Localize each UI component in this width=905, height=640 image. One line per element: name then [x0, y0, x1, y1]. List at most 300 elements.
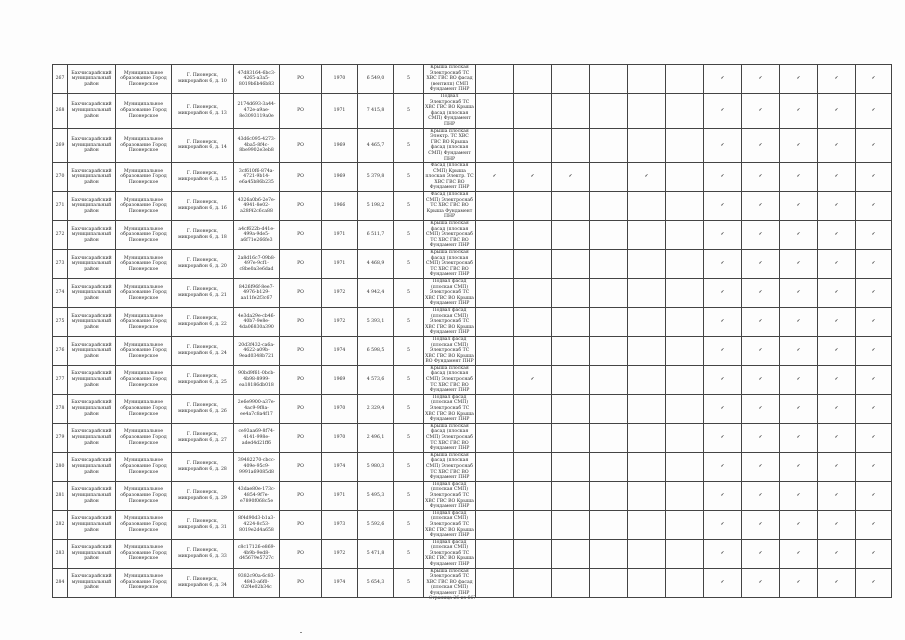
row-number: 280 — [53, 452, 68, 481]
checkmark-icon: ✓ — [818, 278, 856, 307]
checkmark-icon: ✓ — [704, 539, 742, 568]
checkmark-icon: ✓ — [704, 65, 742, 94]
row-number: 274 — [53, 278, 68, 307]
empty-cell — [552, 65, 590, 94]
checkmark-icon: ✓ — [780, 192, 818, 221]
district-cell: Бахчисарайский муниципальный район — [68, 221, 116, 250]
empty-cell — [552, 394, 590, 423]
empty-cell — [476, 65, 514, 94]
category-cell: 5 — [394, 93, 424, 128]
area-cell: 5 495,3 — [358, 481, 394, 510]
house-id-cell: 4e3da29e-cb46-40b7-9e8e-4da06830a390 — [234, 307, 280, 336]
table-row — [53, 278, 892, 307]
type-cell: РО — [280, 568, 322, 597]
area-cell: 6 598,5 — [358, 336, 394, 365]
checkmark-icon: ✓ — [818, 481, 856, 510]
municipality-cell: Муниципальное образование Город Пионерское — [116, 278, 172, 307]
category-cell: 5 — [394, 250, 424, 279]
empty-cell — [514, 539, 552, 568]
year-cell: 1971 — [322, 221, 358, 250]
empty-cell — [628, 221, 666, 250]
checkmark-icon: ✓ — [780, 568, 818, 597]
checkmark-icon: ✓ — [704, 452, 742, 481]
house-id-cell: 9382c90a-6c83-4843-a6f0-02f4e02b34c — [234, 568, 280, 597]
house-id-cell: a4cf622b-d41e-499a-9de5-a6f71e266fe3 — [234, 221, 280, 250]
municipality-cell: Муниципальное образование Город Пионерское — [116, 394, 172, 423]
works-cell: Крыша плоская Электр. ТС ХВС ГВС ВО Крыша фасад (плоская СМП) Фундамент ПНР — [424, 128, 476, 163]
empty-cell — [552, 278, 590, 307]
checkmark-icon: ✓ — [780, 423, 818, 452]
empty-cell — [552, 423, 590, 452]
scan-mark — [300, 632, 302, 633]
district-cell: Бахчисарайский муниципальный район — [68, 452, 116, 481]
empty-cell — [590, 163, 628, 192]
checkmark-icon: ✓ — [780, 65, 818, 94]
empty-cell — [590, 192, 628, 221]
type-cell: РО — [280, 250, 322, 279]
type-cell: РО — [280, 221, 322, 250]
checkmark-icon: ✓ — [780, 250, 818, 279]
row-number: 269 — [53, 128, 68, 163]
type-cell: РО — [280, 65, 322, 94]
works-cell: Подвал фасад (плоская СМП) Электроснаб ТС ХВС ГВС ВО Крыша ВО Фундамент ПНР — [425, 336, 474, 365]
empty-cell — [590, 128, 628, 163]
category-cell: 5 — [394, 394, 424, 423]
row-number: 272 — [53, 221, 68, 250]
checkmark-icon: ✓ — [856, 192, 892, 221]
empty-cell — [590, 221, 628, 250]
district-cell: Бахчисарайский муниципальный район — [68, 336, 116, 365]
municipality-cell: Муниципальное образование Город Пионерское — [116, 93, 172, 128]
table-row — [53, 568, 892, 597]
row-number: 281 — [53, 481, 68, 510]
district-cell: Бахчисарайский муниципальный район — [68, 307, 116, 336]
checkmark-icon: ✓ — [780, 539, 818, 568]
address-cell: Г. Пионерск, микрорайон 6, д. 10 — [172, 65, 234, 94]
empty-cell — [476, 510, 514, 539]
empty-cell — [476, 423, 514, 452]
checkmark-icon: ✓ — [704, 278, 742, 307]
type-cell: РО — [280, 452, 322, 481]
empty-cell — [552, 568, 590, 597]
municipality-cell: Муниципальное образование Город Пионерское — [116, 192, 172, 221]
empty-cell — [552, 452, 590, 481]
empty-cell — [666, 568, 704, 597]
checkmark-icon: ✓ — [514, 365, 552, 394]
category-cell: 5 — [394, 336, 424, 365]
municipality-cell: Муниципальное образование Город Пионерское — [116, 336, 172, 365]
municipality-cell: Муниципальное образование Город Пионерское — [116, 423, 172, 452]
municipality-cell: Муниципальное образование Город Пионерское — [116, 539, 172, 568]
category-cell: 5 — [394, 221, 424, 250]
empty-cell — [628, 510, 666, 539]
empty-cell — [666, 510, 704, 539]
empty-cell — [552, 250, 590, 279]
house-id-cell: 3cf610f6-874a-4721-9b14-e6a45b86b235 — [234, 163, 280, 192]
checkmark-icon: ✓ — [780, 307, 818, 336]
empty-cell — [628, 423, 666, 452]
checkmark-icon: ✓ — [818, 336, 856, 365]
category-cell: 5 — [394, 481, 424, 510]
checkmark-icon: ✓ — [514, 163, 552, 192]
checkmark-icon: ✓ — [818, 365, 856, 394]
checkmark-icon: ✓ — [742, 336, 780, 365]
checkmark-icon: ✓ — [742, 163, 780, 192]
empty-cell — [476, 278, 514, 307]
year-cell: 1972 — [322, 278, 358, 307]
empty-cell — [590, 278, 628, 307]
empty-cell — [628, 568, 666, 597]
empty-cell — [590, 481, 628, 510]
type-cell: РО — [280, 423, 322, 452]
checkmark-icon: ✓ — [742, 394, 780, 423]
works-cell: Крыша плоская Электроснаб ТС ХВС ГВС ВО фасад (вентилп) СМП Фундамент ПНР — [424, 65, 476, 94]
empty-cell — [666, 128, 704, 163]
house-id-cell: 43d6c095-4273-4ba5-8f4c-8be9902e3eb8 — [234, 128, 280, 163]
checkmark-icon: ✓ — [742, 307, 780, 336]
empty-cell — [476, 221, 514, 250]
checkmark-icon: ✓ — [704, 221, 742, 250]
checkmark-icon: ✓ — [780, 221, 818, 250]
works-cell: Фасад (плоская СМП) Электроснаб ТС ХВС ГВС ВО Крыша Фундамент ПНР — [424, 192, 476, 221]
row-number: 270 — [53, 163, 68, 192]
empty-cell — [590, 539, 628, 568]
empty-cell — [666, 250, 704, 279]
empty-cell — [514, 394, 552, 423]
address-cell: Г. Пионерск, микрорайон 6, д. 31 — [172, 510, 234, 539]
year-cell: 1970 — [322, 394, 358, 423]
empty-cell — [590, 423, 628, 452]
row-number: 273 — [53, 250, 68, 279]
empty-cell — [514, 510, 552, 539]
checkmark-icon: ✓ — [704, 93, 742, 128]
empty-cell — [590, 65, 628, 94]
checkmark-icon: ✓ — [704, 250, 742, 279]
empty-cell — [476, 192, 514, 221]
year-cell: 1970 — [322, 65, 358, 94]
checkmark-icon: ✓ — [742, 510, 780, 539]
district-cell: Бахчисарайский муниципальный район — [68, 278, 116, 307]
checkmark-icon: ✓ — [818, 452, 856, 481]
municipality-cell: Муниципальное образование Город Пионерское — [116, 163, 172, 192]
empty-cell — [666, 278, 704, 307]
year-cell: 1974 — [322, 336, 358, 365]
empty-cell — [514, 221, 552, 250]
empty-cell — [628, 365, 666, 394]
table-row — [53, 452, 892, 481]
empty-cell — [514, 452, 552, 481]
checkmark-icon: ✓ — [704, 423, 742, 452]
empty-cell — [666, 394, 704, 423]
checkmark-icon: ✓ — [780, 336, 818, 365]
checkmark-icon: ✓ — [818, 307, 856, 336]
works-cell: Подвал фасад (плоская СМП) Электроснаб ТС ХВС ГВС ВО Крыша Фундамент ПНР — [425, 510, 474, 539]
checkmark-icon: ✓ — [704, 394, 742, 423]
checkmark-icon: ✓ — [780, 278, 818, 307]
empty-cell — [628, 93, 666, 128]
checkmark-icon: ✓ — [818, 163, 856, 192]
district-cell: Бахчисарайский муниципальный район — [68, 65, 116, 94]
empty-cell — [476, 568, 514, 597]
empty-cell — [628, 192, 666, 221]
checkmark-icon: ✓ — [628, 163, 666, 192]
works-cell: Фасад (плоская СМП) Крыша плоская Электр. ТС ХВС ГВС ВО Фундамент ПНР — [425, 163, 474, 191]
category-cell: 5 — [394, 163, 424, 192]
row-number: 278 — [53, 394, 68, 423]
house-id-cell: 43dae80e-173c-4854-9f7e-e7890f068c5e — [234, 481, 280, 510]
table-row — [53, 93, 892, 128]
works-cell: Крыша плоская Электроснаб ТС ХВС ГВС ВО фасад (плоская СМП) Фундамент ПНР — [424, 568, 476, 597]
district-cell: Бахчисарайский муниципальный район — [68, 365, 116, 394]
empty-cell — [628, 394, 666, 423]
table-row — [53, 65, 892, 94]
table-row — [53, 510, 892, 539]
empty-cell — [628, 65, 666, 94]
year-cell: 1971 — [322, 250, 358, 279]
checkmark-icon: ✓ — [742, 65, 780, 94]
empty-cell — [666, 423, 704, 452]
works-cell: Подвал Электроснаб ТС ХВС ГВС ВО Крыша фасад (плоская СМП) Фундамент ПНР — [425, 93, 474, 127]
housing-register-table — [52, 64, 892, 598]
empty-cell — [666, 65, 704, 94]
empty-cell — [476, 452, 514, 481]
empty-cell — [590, 250, 628, 279]
row-number: 279 — [53, 423, 68, 452]
page-footer: Страница 26 из 667 — [428, 596, 477, 601]
empty-cell — [552, 336, 590, 365]
row-number: 283 — [53, 539, 68, 568]
checkmark-icon: ✓ — [742, 481, 780, 510]
checkmark-icon: ✓ — [856, 336, 892, 365]
checkmark-icon: ✓ — [742, 221, 780, 250]
district-cell: Бахчисарайский муниципальный район — [68, 481, 116, 510]
empty-cell — [514, 336, 552, 365]
type-cell: РО — [280, 336, 322, 365]
type-cell: РО — [280, 307, 322, 336]
year-cell: 1974 — [322, 452, 358, 481]
checkmark-icon: ✓ — [818, 568, 856, 597]
empty-cell — [476, 128, 514, 163]
checkmark-icon: ✓ — [780, 481, 818, 510]
works-cell: Крыша плоская фасад (плоская СМП) Электроснаб ТС ХВС ГВС ВО Фундамент ПНР — [424, 423, 476, 452]
address-cell: Г. Пионерск, микрорайон 6, д. 28 — [172, 452, 234, 481]
year-cell: 1969 — [322, 163, 358, 192]
checkmark-icon: ✓ — [818, 250, 856, 279]
empty-cell — [552, 93, 590, 128]
empty-cell — [590, 336, 628, 365]
works-cell: Крыша плоская фасад (плоская СМП) Электроснаб ТС ХВС ГВС ВО Фундамент ПНР — [424, 250, 476, 279]
house-id-cell: 39482270-cbcc-409e-95c9-9991a69085d8 — [234, 452, 280, 481]
checkmark-icon: ✓ — [704, 365, 742, 394]
empty-cell — [514, 423, 552, 452]
empty-cell — [476, 365, 514, 394]
empty-cell — [590, 394, 628, 423]
empty-cell — [628, 128, 666, 163]
checkmark-icon: ✓ — [856, 221, 892, 250]
checkmark-icon: ✓ — [856, 307, 892, 336]
district-cell: Бахчисарайский муниципальный район — [68, 250, 116, 279]
empty-cell — [590, 365, 628, 394]
empty-cell — [590, 568, 628, 597]
district-cell: Бахчисарайский муниципальный район — [68, 128, 116, 163]
checkmark-icon: ✓ — [856, 568, 892, 597]
house-id-cell: 20d3f432-ca6a-4622-a09b-9ead0348b721 — [234, 336, 280, 365]
house-id-cell: 8426f96f-8ee7-4976-b129-aa11fe2f3c67 — [234, 278, 280, 307]
checkmark-icon: ✓ — [818, 192, 856, 221]
checkmark-icon: ✓ — [704, 336, 742, 365]
checkmark-icon: ✓ — [742, 278, 780, 307]
area-cell: 5 198,2 — [358, 192, 394, 221]
checkmark-icon: ✓ — [856, 278, 892, 307]
district-cell: Бахчисарайский муниципальный район — [68, 163, 116, 192]
checkmark-icon: ✓ — [780, 128, 818, 163]
checkmark-icon: ✓ — [856, 394, 892, 423]
empty-cell — [628, 278, 666, 307]
address-cell: Г. Пионерск, микрорайон 6, д. 29 — [172, 481, 234, 510]
municipality-cell: Муниципальное образование Город Пионерское — [116, 221, 172, 250]
district-cell: Бахчисарайский муниципальный район — [68, 93, 116, 128]
checkmark-icon: ✓ — [742, 128, 780, 163]
checkmark-icon: ✓ — [704, 510, 742, 539]
empty-cell — [476, 93, 514, 128]
address-cell: Г. Пионерск, микрорайон 6, д. 15 — [172, 163, 234, 192]
address-cell: Г. Пионерск, микрорайон 6, д. 13 — [172, 93, 234, 128]
address-cell: Г. Пионерск, микрорайон 6, д. 20 — [172, 250, 234, 279]
municipality-cell: Муниципальное образование Город Пионерское — [116, 510, 172, 539]
year-cell: 1972 — [322, 539, 358, 568]
category-cell: 5 — [394, 65, 424, 94]
category-cell: 5 — [394, 510, 424, 539]
works-cell: Крыша плоская фасад (плоская СМП) Электроснаб ТС ХВС ГВС ВО Фундамент ПНР — [424, 452, 476, 481]
checkmark-icon: ✓ — [742, 93, 780, 128]
empty-cell — [552, 481, 590, 510]
address-cell: Г. Пионерск, микрорайон 6, д. 14 — [172, 128, 234, 163]
district-cell: Бахчисарайский муниципальный район — [68, 568, 116, 597]
municipality-cell: Муниципальное образование Город Пионерское — [116, 250, 172, 279]
district-cell: Бахчисарайский муниципальный район — [68, 510, 116, 539]
district-cell: Бахчисарайский муниципальный район — [68, 394, 116, 423]
empty-cell — [552, 365, 590, 394]
checkmark-icon: ✓ — [704, 307, 742, 336]
checkmark-icon: ✓ — [818, 539, 856, 568]
empty-cell — [628, 307, 666, 336]
empty-cell — [476, 307, 514, 336]
address-cell: Г. Пионерск, микрорайон 6, д. 27 — [172, 423, 234, 452]
municipality-cell: Муниципальное образование Город Пионерское — [116, 65, 172, 94]
works-cell: Подвал фасад (плоская СМП) Электроснаб ТС ХВС ГВС ВО Крыша Фундамент ПНР — [425, 481, 474, 510]
row-number: 276 — [53, 336, 68, 365]
checkmark-icon: ✓ — [818, 128, 856, 163]
year-cell: 1969 — [322, 365, 358, 394]
municipality-cell: Муниципальное образование Город Пионерское — [116, 128, 172, 163]
works-cell: Подвал фасад (плоская СМП) Электроснаб ТС ХВС ГВС ВО Крыша Фундамент ПНР — [425, 539, 474, 568]
category-cell: 5 — [394, 423, 424, 452]
empty-cell — [552, 539, 590, 568]
district-cell: Бахчисарайский муниципальный район — [68, 192, 116, 221]
works-cell: Подвал фасад (плоская СМП) Электроснаб ТС ХВС ГВС ВО Крыша Фундамент ПНР — [425, 307, 474, 336]
empty-cell — [590, 510, 628, 539]
table-row — [53, 365, 892, 394]
empty-cell — [666, 163, 704, 192]
empty-cell — [628, 336, 666, 365]
checkmark-icon: ✓ — [742, 250, 780, 279]
row-number: 282 — [53, 510, 68, 539]
table-body — [53, 65, 892, 598]
checkmark-icon: ✓ — [742, 192, 780, 221]
checkmark-icon: ✓ — [856, 365, 892, 394]
works-cell: Подвал фасад (плоская СМП) Электроснаб ТС ХВС ГВС ВО Крыша Фундамент ПНР — [425, 278, 474, 307]
empty-cell — [666, 336, 704, 365]
type-cell: РО — [280, 192, 322, 221]
type-cell: РО — [280, 93, 322, 128]
category-cell: 5 — [394, 192, 424, 221]
area-cell: 4 468,9 — [358, 250, 394, 279]
house-id-cell: 90bd9f61-0bcb-4b98-8999-ea18186db018 — [234, 365, 280, 394]
checkmark-icon: ✓ — [856, 481, 892, 510]
municipality-cell: Муниципальное образование Город Пионерское — [116, 365, 172, 394]
table-row — [53, 539, 892, 568]
works-cell: Крыша плоская фасад (плоская СМП) Электроснаб ТС ХВС ГВС ВО Фундамент ПНР — [424, 221, 476, 250]
address-cell: Г. Пионерск, микрорайон 6, д. 22 — [172, 307, 234, 336]
checkmark-icon: ✓ — [704, 192, 742, 221]
checkmark-icon: ✓ — [780, 365, 818, 394]
year-cell: 1973 — [322, 510, 358, 539]
area-cell: 2 496,1 — [358, 423, 394, 452]
checkmark-icon: ✓ — [856, 539, 892, 568]
year-cell: 1970 — [322, 423, 358, 452]
works-cell: Подвал фасад (плоская СМП) Электроснаб ТС ХВС ГВС ВО Крыша Фундамент ПНР — [425, 394, 474, 423]
empty-cell — [514, 250, 552, 279]
category-cell: 5 — [394, 568, 424, 597]
area-cell: 4 465,7 — [358, 128, 394, 163]
checkmark-icon: ✓ — [742, 365, 780, 394]
empty-cell — [590, 452, 628, 481]
year-cell: 1971 — [322, 481, 358, 510]
checkmark-icon: ✓ — [780, 510, 818, 539]
empty-cell — [628, 539, 666, 568]
checkmark-icon: ✓ — [780, 163, 818, 192]
checkmark-icon: ✓ — [704, 163, 742, 192]
table-row — [53, 307, 892, 336]
type-cell: РО — [280, 128, 322, 163]
empty-cell — [666, 481, 704, 510]
checkmark-icon: ✓ — [742, 423, 780, 452]
address-cell: Г. Пионерск, микрорайон 6, д. 26 — [172, 394, 234, 423]
area-cell: 4 573,6 — [358, 365, 394, 394]
empty-cell — [514, 93, 552, 128]
house-id-cell: 2a8d16c7-09b8-497e-9cf1-c8be0a3e6dad — [234, 250, 280, 279]
area-cell: 2 329,4 — [358, 394, 394, 423]
district-cell: Бахчисарайский муниципальный район — [68, 423, 116, 452]
address-cell: Г. Пионерск, микрорайон 6, д. 24 — [172, 336, 234, 365]
house-id-cell: 2e6e9900-a37e-4ac9-9f8a-ee4a7c8a4f17 — [234, 394, 280, 423]
checkmark-icon: ✓ — [742, 539, 780, 568]
address-cell: Г. Пионерск, микрорайон 6, д. 34 — [172, 568, 234, 597]
area-cell: 5 379,8 — [358, 163, 394, 192]
year-cell: 1972 — [322, 307, 358, 336]
type-cell: РО — [280, 510, 322, 539]
empty-cell — [514, 307, 552, 336]
category-cell: 5 — [394, 307, 424, 336]
table-row — [53, 481, 892, 510]
table-row — [53, 128, 892, 163]
house-id-cell: c8c17126-e869-4b9b-9ed8-d45679e5727c — [234, 539, 280, 568]
checkmark-icon: ✓ — [818, 93, 856, 128]
checkmark-icon: ✓ — [818, 394, 856, 423]
row-number: 271 — [53, 192, 68, 221]
table-row — [53, 192, 892, 221]
empty-cell — [552, 192, 590, 221]
